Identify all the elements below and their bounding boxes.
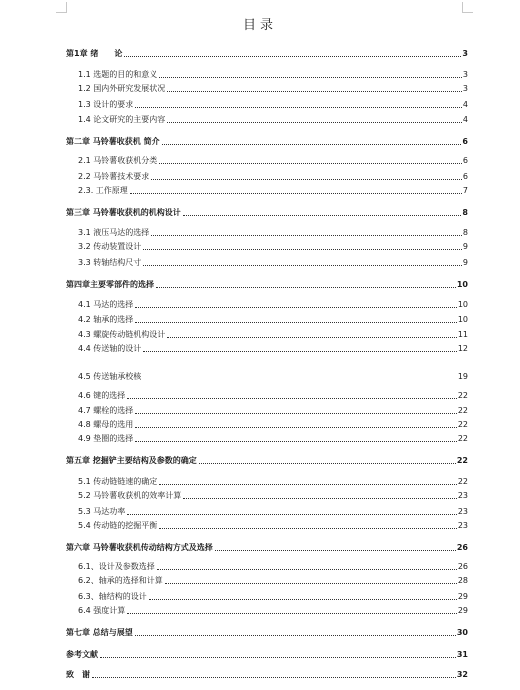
toc-dot-leader <box>124 55 461 57</box>
toc-section-entry[interactable] <box>66 505 468 517</box>
toc-dot-leader <box>159 483 457 485</box>
toc-dot-leader <box>157 568 457 570</box>
toc-section-entry[interactable] <box>66 590 468 602</box>
toc-entry-label: 第三章 马铃薯收获机的机构设计 <box>66 208 181 217</box>
toc-section-entry[interactable] <box>66 574 468 586</box>
toc-dot-leader <box>135 634 456 636</box>
toc-page-number: 10 <box>457 300 468 309</box>
toc-dot-leader <box>127 397 457 399</box>
toc-chapter-entry[interactable] <box>66 541 468 553</box>
toc-page-number: 23 <box>457 521 468 530</box>
toc-page-number: 30 <box>456 628 468 637</box>
toc-page-number: 8 <box>462 228 468 237</box>
toc-dot-leader <box>159 527 457 529</box>
toc-entry-label: 4.4 传送轴的设计 <box>78 344 142 353</box>
toc-section-entry[interactable] <box>66 604 468 616</box>
toc-page-number: 23 <box>457 491 468 500</box>
toc-entry-label: 6.2、轴承的选择和计算 <box>78 576 163 585</box>
toc-dot-leader <box>165 582 457 584</box>
page-title: 目录 <box>242 18 277 33</box>
toc-dot-leader <box>156 286 456 288</box>
toc-page-number: 22 <box>457 391 468 400</box>
page-corner-mark <box>462 2 473 13</box>
toc-section-entry[interactable] <box>66 489 468 501</box>
toc-section-entry[interactable] <box>66 313 468 325</box>
toc-page-number: 31 <box>456 650 468 659</box>
toc-page-number: 4 <box>462 100 468 109</box>
toc-dot-leader <box>149 598 457 600</box>
toc-section-entry[interactable] <box>66 240 468 252</box>
toc-section-entry[interactable] <box>66 404 468 416</box>
toc-entry-label: 4.2 轴承的选择 <box>78 315 134 324</box>
toc-dot-leader <box>143 248 462 250</box>
toc-page-number: 26 <box>457 562 468 571</box>
toc-entry-label: 第七章 总结与展望 <box>66 628 133 637</box>
toc-entry-label: 5.4 传动链的挖掘平衡 <box>78 521 158 530</box>
toc-entry-label: 4.5 传送轴承校核 <box>78 372 142 381</box>
toc-section-entry[interactable] <box>66 370 468 382</box>
toc-page-number: 23 <box>457 507 468 516</box>
toc-dot-leader <box>135 412 457 414</box>
toc-chapter-entry[interactable] <box>66 47 468 59</box>
toc-entry-label: 6.1、设计及参数选择 <box>78 562 155 571</box>
toc-dot-leader <box>127 513 457 515</box>
toc-dot-leader <box>167 90 462 92</box>
toc-section-entry[interactable] <box>66 560 468 572</box>
toc-page-number: 10 <box>457 315 468 324</box>
page-corner-mark <box>56 2 67 13</box>
toc-dot-leader <box>183 497 457 499</box>
toc-entry-label: 5.3 马达功率 <box>78 507 126 516</box>
toc-entry-label: 3.2 传动装置设计 <box>78 242 142 251</box>
toc-entry-label: 第1章 绪 论 <box>66 49 123 58</box>
toc-dot-leader <box>143 264 462 266</box>
toc-entry-label: 4.7 螺栓的选择 <box>78 406 134 415</box>
toc-page-number: 3 <box>462 49 468 58</box>
toc-section-entry[interactable] <box>66 170 468 182</box>
toc-dot-leader <box>135 306 457 308</box>
toc-section-entry[interactable] <box>66 226 468 238</box>
toc-dot-leader <box>162 143 462 145</box>
toc-dot-leader <box>135 106 462 108</box>
toc-page-number: 29 <box>457 606 468 615</box>
toc-dot-leader <box>215 549 456 551</box>
toc-entry-label: 3.3 转轴结构尺寸 <box>78 258 142 267</box>
toc-section-entry[interactable] <box>66 184 468 196</box>
toc-chapter-entry[interactable] <box>66 206 468 218</box>
toc-page-number: 22 <box>457 434 468 443</box>
toc-dot-leader <box>159 162 462 164</box>
toc-dot-leader <box>135 426 457 428</box>
toc-entry-label: 2.3. 工作原理 <box>78 186 128 195</box>
toc-page-number: 22 <box>456 456 468 465</box>
toc-entry-label: 4.3 螺旋传动链机构设计 <box>78 330 166 339</box>
toc-dot-leader <box>167 121 462 123</box>
toc-page-number: 22 <box>457 477 468 486</box>
toc-chapter-entry[interactable] <box>66 135 468 147</box>
toc-section-entry[interactable] <box>66 68 468 80</box>
toc-entry-label: 2.1 马铃薯收获机分类 <box>78 156 158 165</box>
toc-page-number: 10 <box>456 280 468 289</box>
toc-entry-label: 4.6 键的选择 <box>78 391 126 400</box>
toc-entry-label: 4.1 马达的选择 <box>78 300 134 309</box>
toc-page-number: 4 <box>462 115 468 124</box>
toc-chapter-entry[interactable] <box>66 626 468 638</box>
toc-section-entry[interactable] <box>66 328 468 340</box>
toc-entry-label: 5.1 传动链链速的确定 <box>78 477 158 486</box>
toc-section-entry[interactable] <box>66 342 468 354</box>
toc-dot-leader <box>143 350 457 352</box>
toc-dot-leader <box>183 214 462 216</box>
toc-entry-label: 第五章 挖掘铲主要结构及参数的确定 <box>66 456 197 465</box>
toc-section-entry[interactable] <box>66 98 468 110</box>
toc-entry-label: 1.1 选题的目的和意义 <box>78 70 158 79</box>
toc-page-number: 11 <box>457 330 468 339</box>
toc-page-number: 3 <box>462 70 468 79</box>
toc-section-entry[interactable] <box>66 432 468 444</box>
toc-chapter-entry[interactable] <box>66 648 468 660</box>
toc-page-number: 6 <box>462 156 468 165</box>
toc-section-entry[interactable] <box>66 519 468 531</box>
toc-entry-label: 4.9 垫圈的选择 <box>78 434 134 443</box>
toc-page-number: 6 <box>462 137 468 146</box>
toc-chapter-entry[interactable] <box>66 454 468 466</box>
toc-page-number: 9 <box>462 258 468 267</box>
toc-chapter-entry[interactable] <box>66 278 468 290</box>
toc-page-number: 28 <box>457 576 468 585</box>
toc-section-entry[interactable] <box>66 298 468 310</box>
toc-entry-label: 第六章 马铃薯收获机传动结构方式及选择 <box>66 543 213 552</box>
toc-page-number: 22 <box>457 420 468 429</box>
toc-page-number: 32 <box>456 670 468 679</box>
toc-entry-label: 参考文献 <box>66 650 98 659</box>
toc-page-number: 8 <box>462 208 468 217</box>
toc-page-number: 7 <box>462 186 468 195</box>
toc-entry-label: 1.4 论文研究的主要内容 <box>78 115 166 124</box>
toc-dot-leader <box>151 178 462 180</box>
toc-page-number: 3 <box>462 84 468 93</box>
toc-section-entry[interactable] <box>66 154 468 166</box>
toc-entry-label: 4.8 螺母的选用 <box>78 420 134 429</box>
toc-dot-leader <box>199 462 456 464</box>
toc-dot-leader <box>130 192 462 194</box>
toc-section-entry[interactable] <box>66 82 468 94</box>
toc-entry-label: 6.3、轴结构的设计 <box>78 592 147 601</box>
toc-page-number: 29 <box>457 592 468 601</box>
toc-entry-label: 1.3 设计的要求 <box>78 100 134 109</box>
toc-page-number: 22 <box>457 406 468 415</box>
toc-entry-label: 3.1 液压马达的选择 <box>78 228 150 237</box>
toc-entry-label: 2.2 马铃薯技术要求 <box>78 172 150 181</box>
toc-dot-leader <box>143 379 457 380</box>
toc-dot-leader <box>127 612 457 614</box>
toc-page-number: 19 <box>457 372 468 381</box>
toc-dot-leader <box>135 321 457 323</box>
toc-dot-leader <box>151 234 462 236</box>
toc-section-entry[interactable] <box>66 256 468 268</box>
toc-section-entry[interactable] <box>66 418 468 430</box>
toc-chapter-entry[interactable] <box>66 668 468 680</box>
toc-page-number: 12 <box>457 344 468 353</box>
toc-entry-label: 1.2 国内外研究发展状况 <box>78 84 166 93</box>
toc-dot-leader <box>92 676 456 678</box>
toc-section-entry[interactable] <box>66 389 468 401</box>
toc-section-entry[interactable] <box>66 475 468 487</box>
toc-entry-label: 5.2 马铃薯收获机的效率计算 <box>78 491 182 500</box>
toc-page-number: 26 <box>456 543 468 552</box>
toc-page-number: 6 <box>462 172 468 181</box>
toc-page-number: 9 <box>462 242 468 251</box>
toc-section-entry[interactable] <box>66 113 468 125</box>
toc-dot-leader <box>159 76 462 78</box>
toc-entry-label: 致 谢 <box>66 670 90 679</box>
toc-dot-leader <box>167 336 457 338</box>
toc-dot-leader <box>100 656 456 658</box>
toc-entry-label: 第二章 马铃薯收获机 简介 <box>66 137 160 146</box>
toc-dot-leader <box>135 440 457 442</box>
toc-entry-label: 6.4 强度计算 <box>78 606 126 615</box>
toc-entry-label: 第四章主要零部件的选择 <box>66 280 154 289</box>
